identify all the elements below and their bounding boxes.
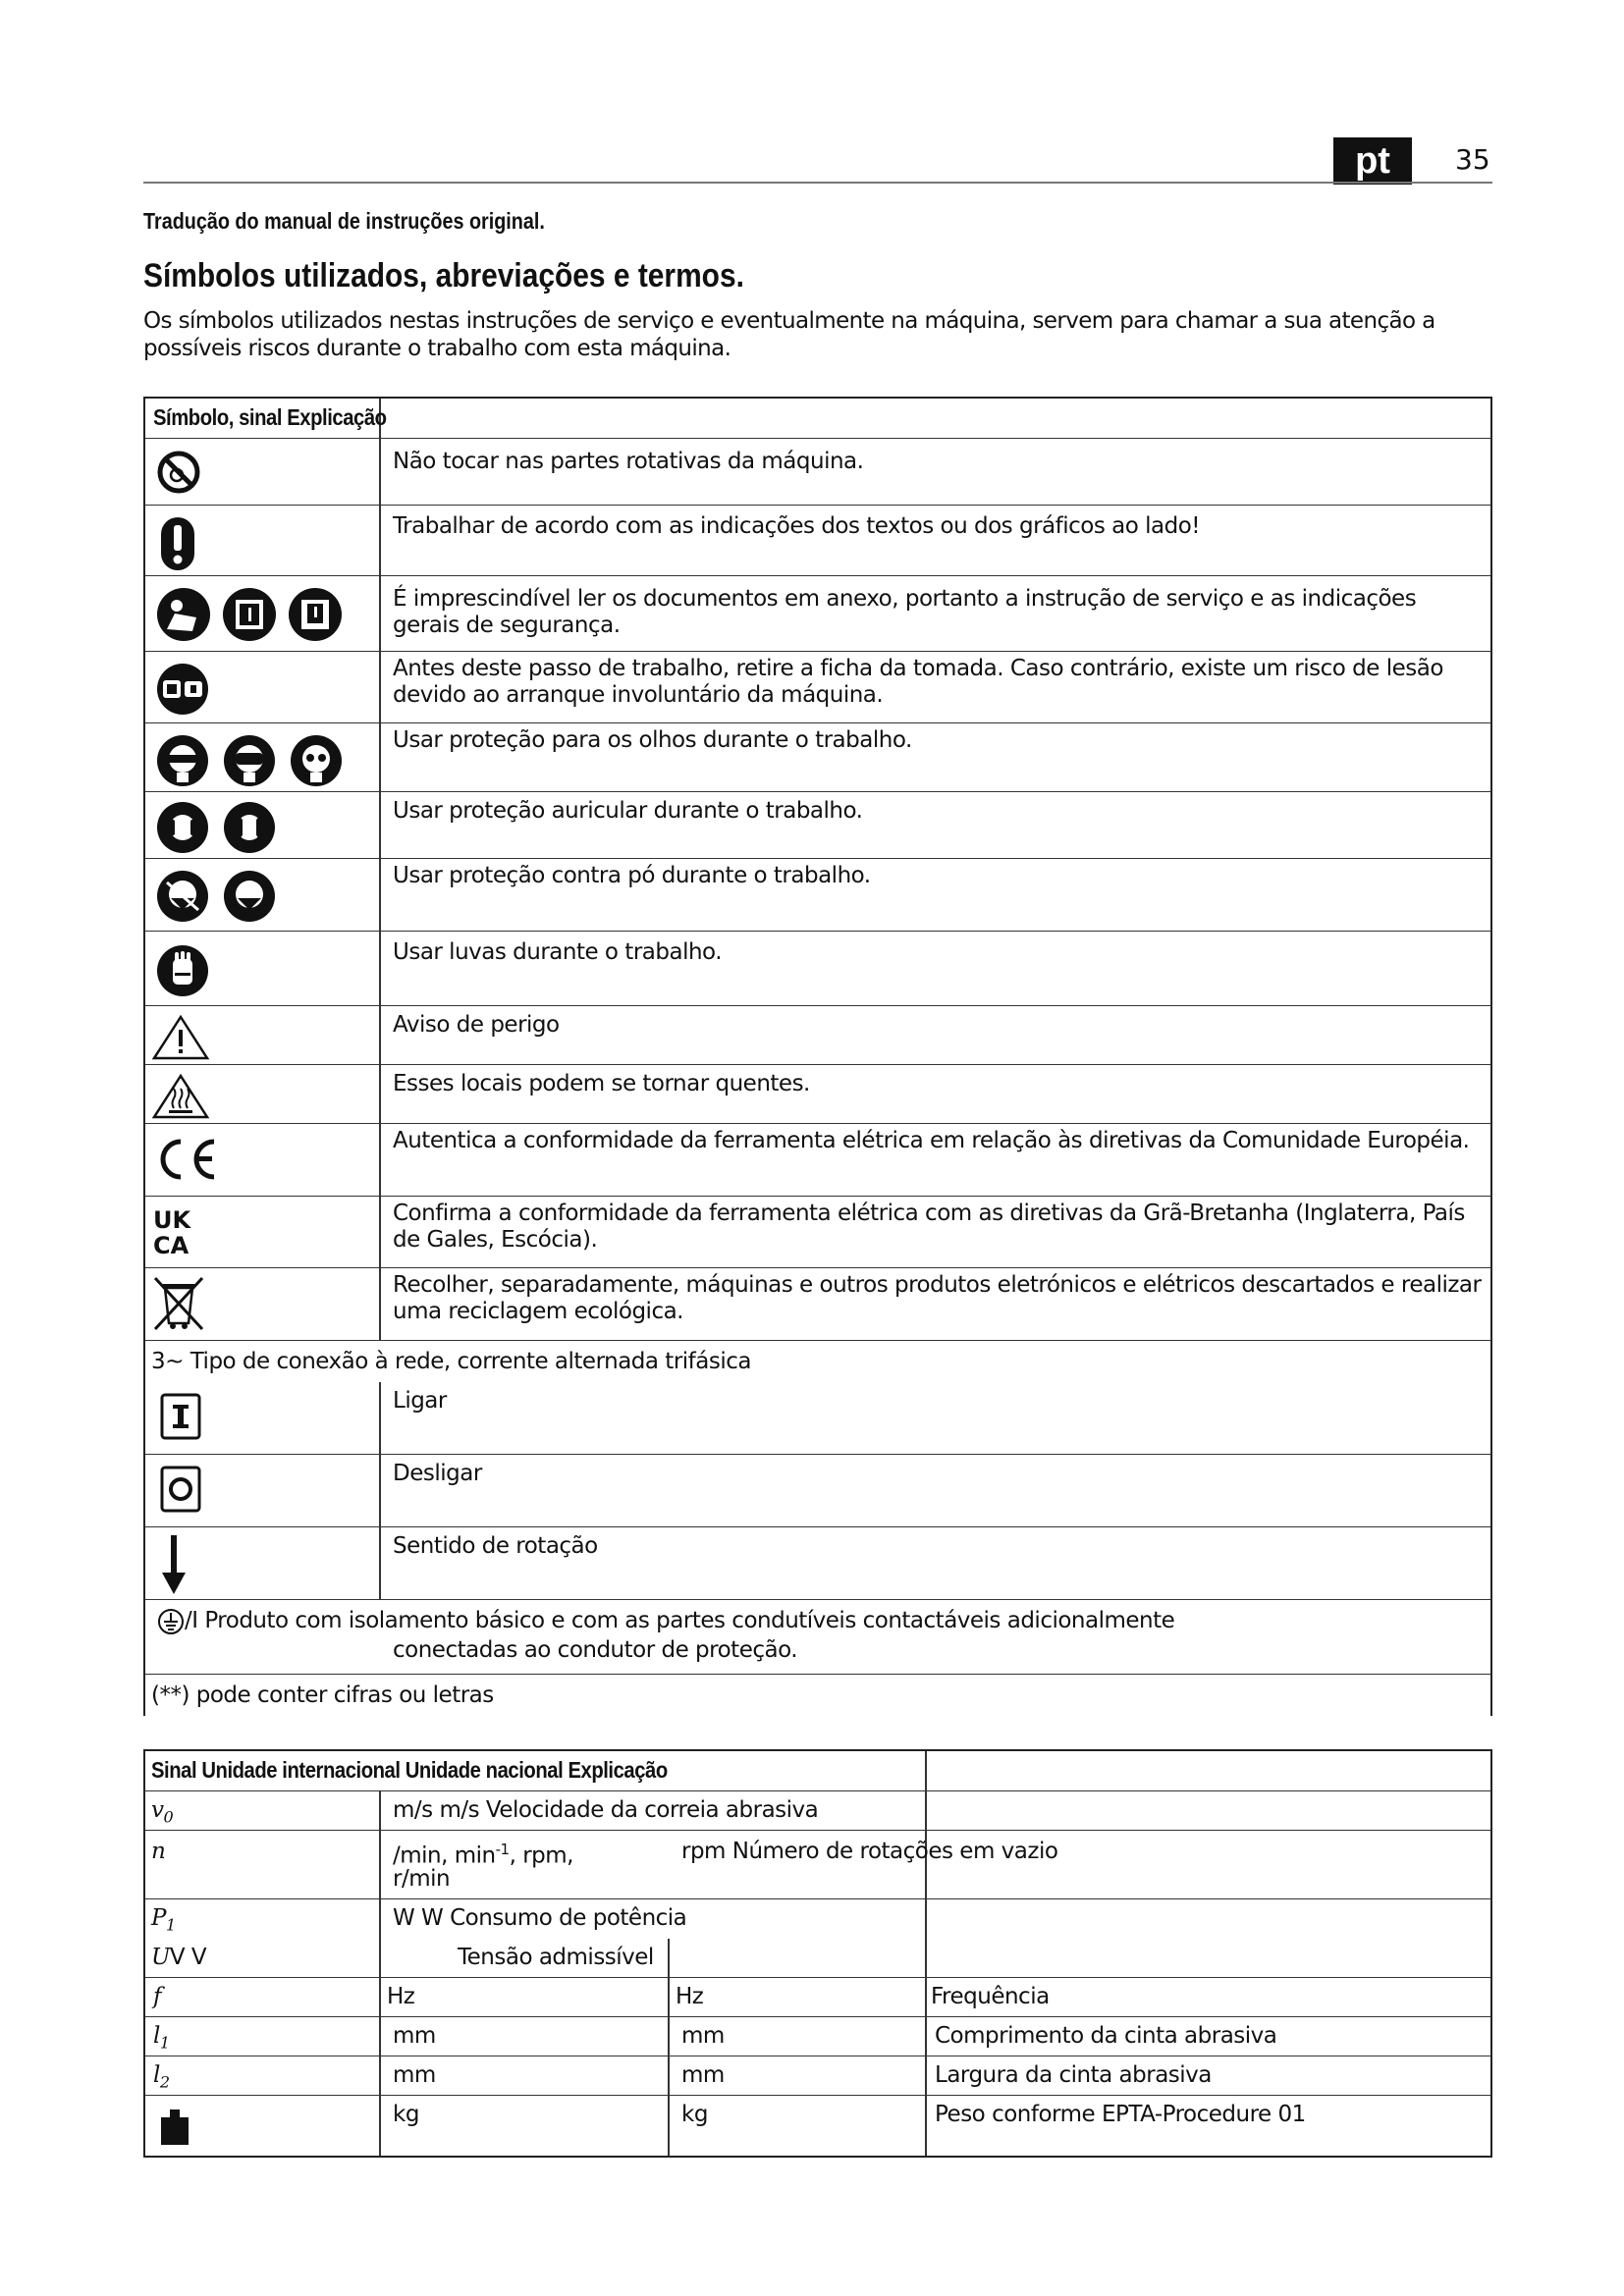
sign-subscript: 0 — [163, 1807, 174, 1827]
row-text: É imprescindível ler os documentos em anexo, portanto a instrução de serviço e as indicações gerais de segurança. — [393, 586, 1417, 638]
intro-paragraph: Os símbolos utilizados nestas instruções de serviço e eventualmente na máquina, servem para chamar a sua atenção a possíveis riscos durante o trabalho com esta máquina. — [143, 308, 1435, 361]
sign-symbol: l — [153, 2023, 160, 2049]
document-subtitle: Tradução do manual de instruções original. — [143, 208, 545, 234]
table-row — [145, 505, 1490, 576]
unit-national: mm — [681, 2062, 725, 2088]
sign-cell — [151, 1905, 176, 1939]
unit-international: Hz — [387, 1984, 415, 2009]
unplug-icon — [155, 662, 210, 717]
sign-symbol: P — [151, 1905, 166, 1931]
row-span-text: rpm Número de rotações em vazio — [681, 1839, 1058, 1864]
page-title: Símbolos utilizados, abreviações e termos. — [143, 257, 744, 294]
header-rule — [143, 182, 1492, 184]
row-text: Esses locais podem se tornar quentes. — [393, 1071, 810, 1096]
sign-symbol: l — [153, 2062, 160, 2088]
row-text: Usar proteção contra pó durante o trabalho. — [393, 863, 871, 888]
svg-text:CA: CA — [153, 1232, 189, 1259]
table-row — [145, 1938, 1490, 1978]
row-text: Confirma a conformidade da ferramenta elétrica com as diretivas da Grã-Bretanha (Inglaterra, País de Gales, Escócia). — [393, 1201, 1465, 1253]
unit-international: mm — [393, 2023, 436, 2049]
sign-subscript: 1 — [159, 2033, 170, 2053]
units-table — [143, 1749, 1492, 2158]
sign-subscript: 1 — [165, 1915, 176, 1935]
row-text: Desligar — [393, 1461, 482, 1486]
table-row — [145, 1454, 1490, 1527]
row-span-text: 3~ Tipo de conexão à rede, corrente alternada trifásica — [151, 1349, 751, 1374]
unit-superscript: -1 — [495, 1841, 510, 1858]
read-manual-icons — [155, 586, 352, 643]
row-text: Autentica a conformidade da ferramenta elétrica em relação às diretivas da Comunidade Européia. — [393, 1128, 1470, 1153]
unit-text-c: r/min — [393, 1866, 451, 1892]
table-row — [145, 1526, 1490, 1600]
row-text: Não tocar nas partes rotativas da máquina. — [393, 449, 864, 474]
table-row — [145, 2095, 1490, 2157]
table-row — [145, 651, 1490, 723]
row-span-text: W W Consumo de potência — [393, 1905, 687, 1931]
row-text: Usar proteção para os olhos durante o trabalho. — [393, 727, 912, 753]
sign-subscript: 2 — [159, 2072, 170, 2092]
unit-national: kg — [681, 2102, 708, 2127]
power-off-icon — [159, 1465, 202, 1514]
svg-text:UK: UK — [153, 1206, 191, 1234]
row-text: Recolher, separadamente, máquinas e outros produtos eletrónicos e elétricos descartados e realizar uma reciclagem ecológica. — [393, 1272, 1482, 1324]
unit-international: mm — [393, 2062, 436, 2088]
table-row — [145, 1674, 1490, 1717]
table-row — [145, 858, 1490, 932]
sign-symbol: v — [151, 1797, 164, 1823]
sign-cell — [151, 1797, 173, 1831]
power-on-icon — [159, 1392, 202, 1441]
table-row — [145, 722, 1490, 792]
sign-cell: n — [151, 1839, 166, 1864]
eye-protection-icons — [155, 733, 352, 788]
table-row — [145, 1267, 1490, 1341]
row-span-text: Tensão admissível — [458, 1945, 654, 1970]
no-touch-rotating-icon — [157, 449, 200, 496]
rotation-arrow-icon — [159, 1533, 189, 1596]
sign-cell: f — [153, 1984, 162, 2009]
row-text: Usar proteção auricular durante o trabalho. — [393, 798, 863, 824]
row-text: Trabalhar de acordo com as indicações dos textos ou dos gráficos ao lado! — [393, 513, 1200, 539]
sign-symbol: U — [151, 1945, 170, 1970]
explanation: Frequência — [931, 1984, 1050, 2009]
warning-triangle-icon — [151, 1014, 210, 1061]
hot-surface-icon — [151, 1073, 210, 1120]
ear-protection-icons — [155, 800, 283, 855]
language-badge: pt — [1333, 137, 1412, 185]
explanation: Largura da cinta abrasiva — [935, 2062, 1212, 2088]
gloves-icon — [155, 943, 210, 998]
sign-cell — [153, 2023, 170, 2056]
explanation: Peso conforme EPTA-Procedure 01 — [935, 2102, 1306, 2127]
row-text: Aviso de perigo — [393, 1012, 560, 1038]
row-span-text-continued: conectadas ao condutor de proteção. — [393, 1637, 798, 1663]
sign-cell — [151, 1945, 206, 1971]
ce-mark-icon — [151, 1134, 220, 1185]
row-text: Sentido de rotação — [393, 1533, 598, 1559]
weee-bin-icon — [151, 1274, 206, 1333]
row-text: Ligar — [393, 1388, 447, 1414]
row-span-text: (**) pode conter cifras ou letras — [151, 1682, 494, 1708]
table-row — [145, 1005, 1490, 1065]
table-row — [145, 1340, 1490, 1382]
sign-cell — [153, 2062, 170, 2096]
table-row — [145, 1977, 1490, 2017]
unit-national: Hz — [676, 1984, 704, 2009]
unit-text-b: , rpm, — [509, 1842, 573, 1869]
table-row — [145, 2016, 1490, 2056]
dust-mask-icons — [155, 869, 283, 924]
unit-text: /min, min — [393, 1842, 496, 1869]
symbols-table — [143, 397, 1492, 1716]
table-row — [145, 1381, 1490, 1455]
unit-cell — [393, 1837, 573, 1870]
unit-international: kg — [393, 2102, 419, 2127]
row-text: Antes deste passo de trabalho, retire a ficha da tomada. Caso contrário, existe um risco de lesão devido ao arranque involuntário da máquina. — [393, 656, 1443, 708]
table-header-text: Símbolo, sinal Explicação — [153, 404, 387, 430]
exclamation-icon — [159, 515, 196, 572]
unit-national: mm — [681, 2023, 725, 2049]
weight-icon — [159, 2108, 190, 2147]
explanation: Comprimento da cinta abrasiva — [935, 2023, 1277, 2049]
sign-unit: V V — [169, 1945, 207, 1970]
protective-earth-icon — [157, 1608, 185, 1635]
table-row — [145, 575, 1490, 652]
table-row — [145, 1790, 1490, 1831]
page-number: 35 — [1455, 143, 1490, 176]
table-row — [145, 1830, 1490, 1899]
table-row — [145, 1064, 1490, 1124]
table-header-row — [145, 399, 1490, 438]
row-span-text: m/s m/s Velocidade da correia abrasiva — [393, 1797, 819, 1823]
table-header-row — [145, 1751, 1490, 1790]
row-span-text: /I Produto com isolamento básico e com as partes condutíveis contactáveis adicionalmente — [185, 1608, 1175, 1633]
table-row — [145, 1898, 1490, 1939]
row-text: Usar luvas durante o trabalho. — [393, 939, 723, 965]
table-row — [145, 1196, 1490, 1268]
ukca-mark-icon — [151, 1204, 210, 1259]
table-row — [145, 1599, 1490, 1675]
table-row — [145, 1123, 1490, 1197]
table-row — [145, 2056, 1490, 2096]
table-row — [145, 438, 1490, 506]
table-header-text: Sinal Unidade internacional Unidade nacional Explicação — [151, 1757, 668, 1783]
table-row — [145, 931, 1490, 1006]
table-row — [145, 791, 1490, 859]
